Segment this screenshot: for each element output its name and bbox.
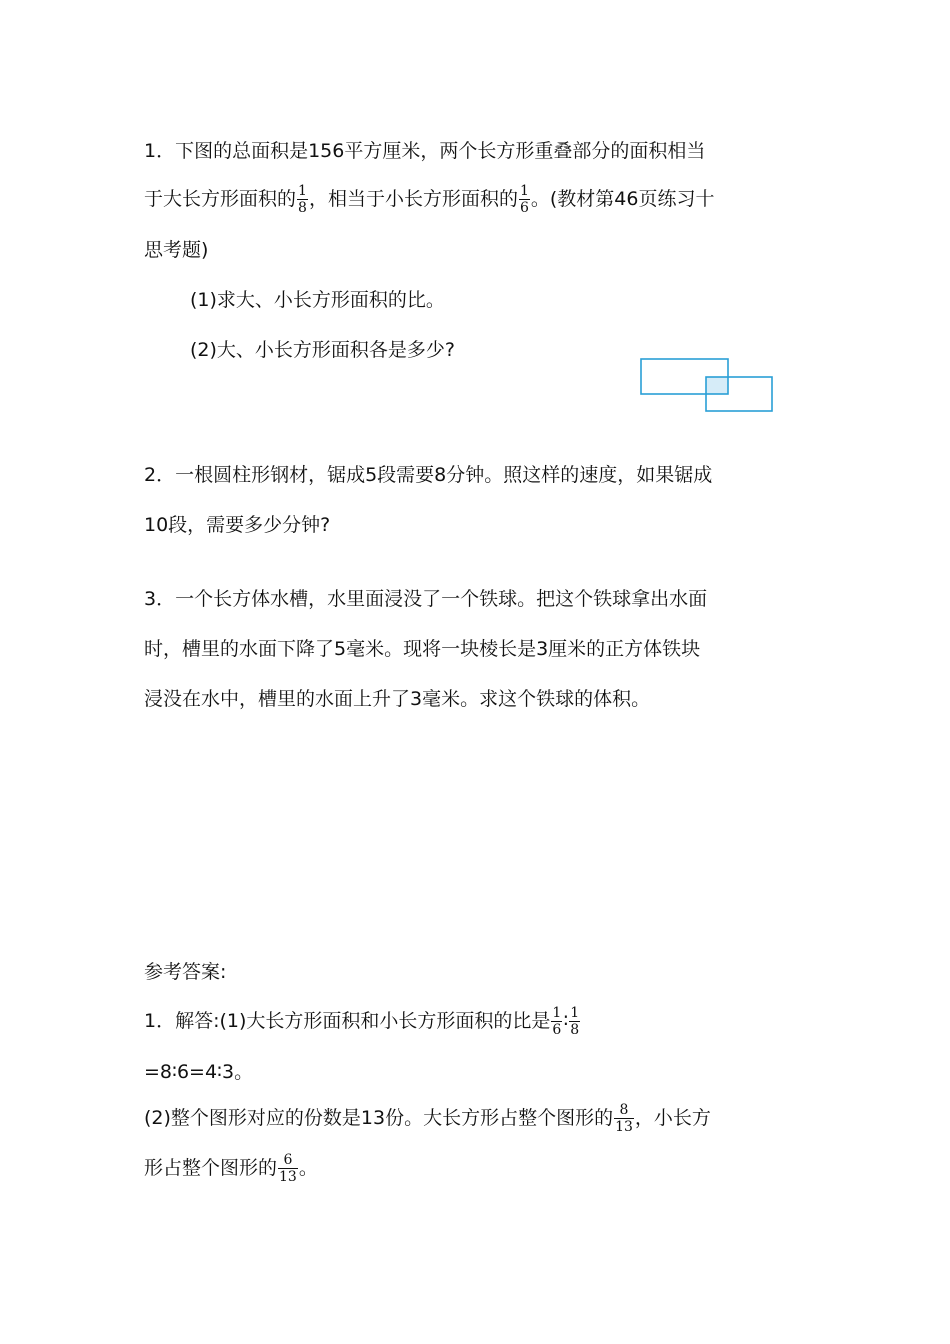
q1-line-2-text-c: 。(教材第46页练习十 <box>530 188 715 210</box>
fraction-six-thirteenths <box>278 1152 298 1185</box>
fraction-numerator: 1 <box>570 1005 580 1021</box>
answer-2-line-1 <box>144 1102 711 1135</box>
fraction-numerator: 1 <box>298 183 307 199</box>
fraction-one-eighth <box>297 183 308 216</box>
fraction-numerator: 6 <box>278 1152 298 1169</box>
fraction-denominator: 8 <box>298 200 307 216</box>
q2-line-1: 2．一根圆柱形钢材，锯成5段需要8分钟。照这样的速度，如果锯成 <box>144 464 713 486</box>
q1-line-1: 1．下图的总面积是156平方厘米，两个长方形重叠部分的面积相当 <box>144 140 706 162</box>
q1-sub-2: (2)大、小长方形面积各是多少? <box>190 339 455 361</box>
q3-line-2: 时，槽里的水面下降了5毫米。现将一块棱长是3厘米的正方体铁块 <box>144 638 701 660</box>
answer-1-text: 1．解答:(1)大长方形面积和小长方形面积的比是 <box>144 1010 551 1032</box>
q2-line-2: 10段，需要多少分钟? <box>144 514 331 536</box>
q3-line-1: 3．一个长方体水槽，水里面浸没了一个铁球。把这个铁球拿出水面 <box>144 588 708 610</box>
q1-line-2 <box>144 183 714 216</box>
overlapping-rectangles-figure <box>640 358 776 414</box>
answers-heading: 参考答案: <box>144 961 227 983</box>
answer-2-text-a: (2)整个图形对应的份数是13份。大长方形占整个图形的 <box>144 1107 614 1129</box>
answer-2-text-d: 。 <box>298 1157 318 1179</box>
q1-line-2-text-b: ，相当于小长方形面积的 <box>308 188 518 210</box>
fraction-numerator: 8 <box>614 1102 634 1119</box>
fraction-denominator: 8 <box>570 1022 580 1038</box>
q1-sub-1: (1)求大、小长方形面积的比。 <box>190 289 445 311</box>
answer-2-text-c: 形占整个图形的 <box>144 1157 278 1179</box>
fraction-numerator: 1 <box>519 183 529 199</box>
q1-line-3: 思考题) <box>144 239 209 261</box>
fraction-denominator: 6 <box>519 200 529 216</box>
fraction-one-sixth <box>551 1005 562 1038</box>
q3-line-3: 浸没在水中，槽里的水面上升了3毫米。求这个铁球的体积。 <box>144 688 651 710</box>
fraction-numerator: 1 <box>552 1005 562 1021</box>
fraction-eight-thirteenths <box>614 1102 634 1135</box>
answer-2-line-2 <box>144 1152 318 1185</box>
overlap-area <box>706 377 728 394</box>
fraction-one-sixth <box>519 183 530 216</box>
ratio-separator: ∶ <box>563 1010 569 1032</box>
fraction-denominator: 13 <box>279 1169 297 1185</box>
fraction-denominator: 6 <box>552 1022 562 1038</box>
answer-1-line-2: =8∶6=4∶3。 <box>144 1061 254 1083</box>
q1-line-2-text-a: 于大长方形面积的 <box>144 188 297 210</box>
fraction-one-eighth <box>569 1005 580 1038</box>
answer-2-text-b: ，小长方 <box>634 1107 711 1129</box>
fraction-denominator: 13 <box>615 1119 633 1135</box>
answer-1-line-1 <box>144 1005 581 1038</box>
